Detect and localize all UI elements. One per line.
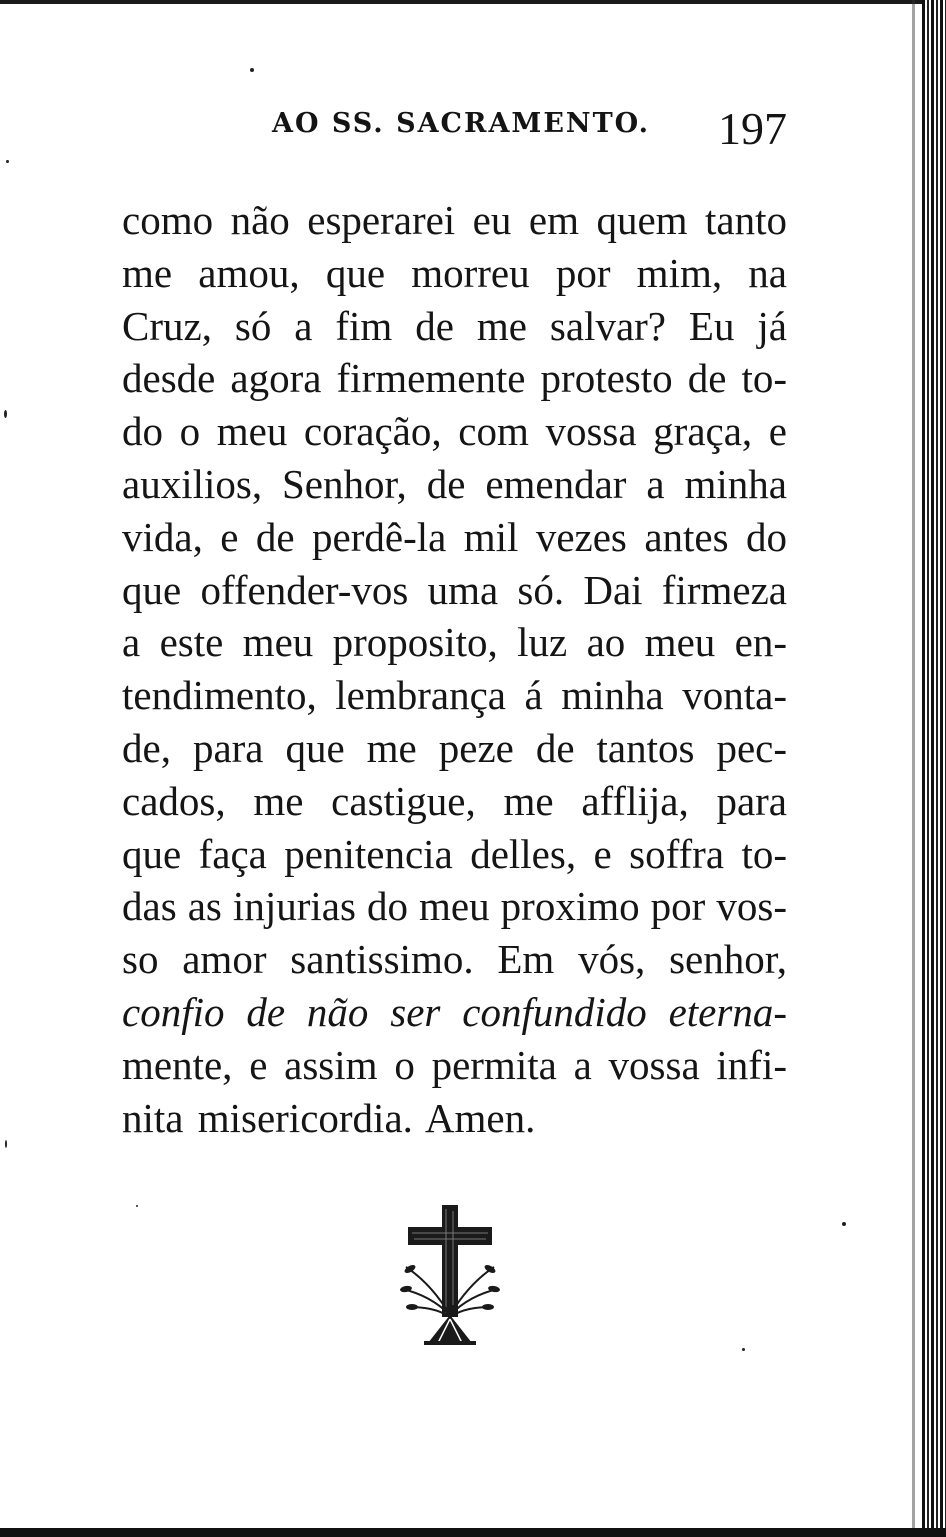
body-paragraph: [122, 194, 787, 1144]
text-line: Cruz, só a fim de me salvar? Eu já: [122, 302, 787, 349]
text-line: cados, me castigue, me afflija, para: [122, 777, 787, 824]
text-line: que offender-vos uma só. Dai firmeza: [122, 566, 787, 613]
running-head: AO SS. SACRAMENTO.: [272, 108, 651, 139]
text-line: que faça penitencia delles, e soffra to-: [122, 830, 787, 877]
scan-speck: [742, 1348, 745, 1351]
scan-gutter-shadow: [912, 0, 915, 1537]
page-number: 197: [718, 103, 787, 154]
text-line: como não esperarei eu em quem tanto: [122, 197, 787, 243]
cross-with-wheat-icon: [398, 1205, 502, 1345]
scan-speck: [5, 1140, 7, 1148]
scan-speck: [250, 68, 254, 72]
scan-top-edge: [0, 0, 946, 4]
scan-right-edge: [922, 0, 946, 1537]
scan-speck: [6, 160, 9, 163]
text-line: de, para que me peze de tantos pec-: [122, 724, 787, 771]
text-line: confio de não ser confundido eterna-: [122, 988, 787, 1035]
text-line: so amor santissimo. Em vós, senhor,: [122, 936, 787, 983]
text-line: a este meu proposito, luz ao meu en-: [122, 619, 787, 666]
text-line: tendimento, lembrança á minha vonta-: [122, 672, 787, 719]
text-line: das as injurias do meu proximo por vos-: [122, 883, 787, 930]
text-line: desde agora firmemente protesto de to-: [122, 355, 787, 402]
text-line: auxilios, Senhor, de emendar a minha: [122, 460, 787, 507]
scan-speck: [842, 1222, 846, 1226]
text-line: nita misericordia. Amen.: [122, 1094, 536, 1141]
scan-speck: [136, 1205, 138, 1207]
text-line: mente, e assim o permita a vossa infi-: [122, 1041, 787, 1088]
text-line: do o meu coração, com vossa graça, e: [122, 408, 787, 455]
scan-speck: [4, 410, 7, 418]
text-line: me amou, que morreu por mim, na: [122, 249, 787, 296]
text-line: vida, e de perdê-la mil vezes antes do: [122, 513, 787, 560]
scan-bottom-edge: [0, 1528, 946, 1537]
